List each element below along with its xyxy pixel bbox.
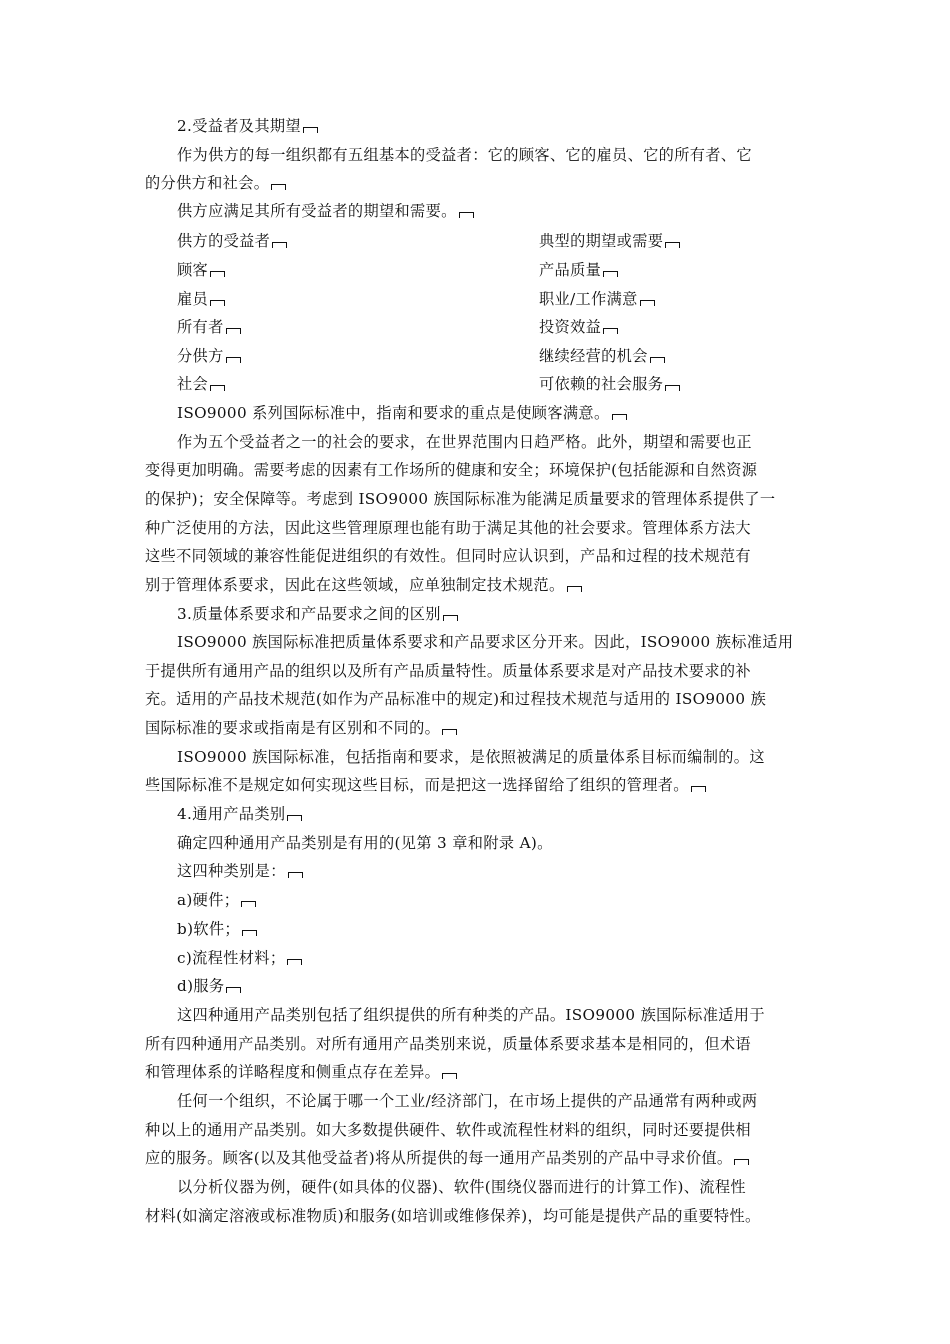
table-header-cell: 供方的受益者 — [177, 232, 271, 250]
table-row — [177, 346, 857, 366]
paragraph-mark-icon — [640, 300, 655, 306]
paragraph-line: 国际标准的要求或指南是有区别和不同的。 — [145, 718, 825, 738]
table-row — [177, 289, 857, 309]
paragraph-mark-icon — [459, 212, 474, 218]
table-cell: 职业/工作满意 — [539, 290, 638, 308]
paragraph-mark-icon — [226, 328, 241, 334]
paragraph-mark-icon — [210, 271, 225, 277]
table-row — [177, 317, 857, 337]
paragraph-line: ISO9000 族国际标准，包括指南和要求，是依照被满足的质量体系目标而编制的。这 — [177, 748, 765, 766]
paragraph-mark-icon — [288, 872, 303, 878]
paragraph-line: 充。适用的产品技术规范(如作为产品标准中的规定)和过程技术规范与适用的 ISO9000 族 — [145, 690, 767, 708]
paragraph-line: 于提供所有通用产品的组织以及所有产品质量特性。质量体系要求是对产品技术要求的补 — [145, 662, 751, 680]
table-cell: 分供方 — [177, 347, 224, 365]
paragraph-mark-icon — [287, 815, 302, 821]
table-cell: 社会 — [177, 375, 209, 393]
paragraph-mark-icon — [303, 127, 318, 133]
table-cell: 继续经营的机会 — [539, 347, 648, 365]
paragraph-line: 这四种类别是： — [177, 861, 857, 881]
paragraph-line: 作为供方的每一组织都有五组基本的受益者：它的顾客、它的雇员、它的所有者、它 — [177, 146, 752, 164]
paragraph-line: 所有四种通用产品类别。对所有通用产品类别来说，质量体系要求基本是相同的，但术语 — [145, 1035, 751, 1053]
paragraph-line: 应的服务。顾客(以及其他受益者)将从所提供的每一通用产品类别的产品中寻求价值。 — [145, 1148, 825, 1168]
paragraph-line: 这四种通用产品类别包括了组织提供的所有种类的产品。ISO9000 族国际标准适用于 — [177, 1006, 765, 1024]
paragraph-mark-icon — [691, 786, 706, 792]
table-cell: 雇员 — [177, 290, 209, 308]
paragraph-line: 以分析仪器为例，硬件(如具体的仪器)、软件(围绕仪器而进行的计算工作)、流程性 — [177, 1178, 746, 1196]
paragraph-line: 供方应满足其所有受益者的期望和需要。 — [177, 201, 857, 221]
section-heading-4: 4.通用产品类别 — [177, 804, 857, 824]
paragraph-line: ISO9000 系列国际标准中，指南和要求的重点是使顾客满意。 — [177, 403, 857, 423]
paragraph-line: 些国际标准不是规定如何实现这些目标，而是把这一选择留给了组织的管理者。 — [145, 775, 825, 795]
paragraph-mark-icon — [210, 385, 225, 391]
paragraph-line: 的分供方和社会。 — [145, 173, 825, 193]
table-header-row — [177, 231, 857, 251]
paragraph-line: 别于管理体系要求，因此在这些领域，应单独制定技术规范。 — [145, 575, 825, 595]
paragraph-mark-icon — [734, 1159, 749, 1165]
paragraph-mark-icon — [650, 357, 665, 363]
paragraph-line: 和管理体系的详略程度和侧重点存在差异。 — [145, 1062, 825, 1082]
paragraph-mark-icon — [665, 242, 680, 248]
list-item: b)软件； — [177, 919, 857, 939]
paragraph-line: 这些不同领域的兼容性能促进组织的有效性。但同时应认识到，产品和过程的技术规范有 — [145, 547, 751, 565]
paragraph-line: 作为五个受益者之一的社会的要求，在世界范围内日趋严格。此外，期望和需要也正 — [177, 433, 752, 451]
list-item: c)流程性材料； — [177, 948, 857, 968]
table-row — [177, 374, 857, 394]
paragraph-line: 变得更加明确。需要考虑的因素有工作场所的健康和安全；环境保护(包括能源和自然资源 — [145, 461, 758, 479]
paragraph-mark-icon — [272, 242, 287, 248]
paragraph-line: 种以上的通用产品类别。如大多数提供硬件、软件或流程性材料的组织，同时还要提供相 — [145, 1121, 751, 1139]
table-cell: 可依赖的社会服务 — [539, 375, 664, 393]
paragraph-line: 种广泛使用的方法，因此这些管理原理也能有助于满足其他的社会要求。管理体系方法大 — [145, 519, 751, 537]
paragraph-line: 任何一个组织，不论属于哪一个工业/经济部门，在市场上提供的产品通常有两种或两 — [177, 1092, 758, 1110]
list-item: a)硬件； — [177, 890, 857, 910]
paragraph-mark-icon — [241, 901, 256, 907]
table-cell: 所有者 — [177, 318, 224, 336]
paragraph-mark-icon — [242, 930, 257, 936]
paragraph-mark-icon — [603, 328, 618, 334]
paragraph-mark-icon — [442, 1073, 457, 1079]
table-cell: 投资效益 — [539, 318, 602, 336]
paragraph-line: 材料(如滴定溶液或标准物质)和服务(如培训或维修保养)，均可能是提供产品的重要特性。 — [145, 1207, 761, 1225]
list-item: d)服务 — [177, 976, 857, 996]
table-cell: 产品质量 — [539, 261, 602, 279]
table-row — [177, 260, 857, 280]
paragraph-mark-icon — [612, 414, 627, 420]
section-heading-3: 3.质量体系要求和产品要求之间的区别 — [177, 604, 857, 624]
section-heading-2: 2.受益者及其期望 — [177, 116, 857, 136]
paragraph-line: 的保护)；安全保障等。考虑到 ISO9000 族国际标准为能满足质量要求的管理体系提供了一 — [145, 490, 776, 508]
paragraph-mark-icon — [603, 271, 618, 277]
paragraph-mark-icon — [226, 357, 241, 363]
paragraph-line: 确定四种通用产品类别是有用的(见第 3 章和附录 A)。 — [177, 834, 553, 852]
paragraph-mark-icon — [567, 586, 582, 592]
paragraph-mark-icon — [665, 385, 680, 391]
paragraph-mark-icon — [226, 987, 241, 993]
table-cell: 顾客 — [177, 261, 209, 279]
paragraph-line: ISO9000 族国际标准把质量体系要求和产品要求区分开来。因此，ISO9000 族标准适用 — [177, 633, 794, 651]
paragraph-mark-icon — [271, 184, 286, 190]
paragraph-mark-icon — [210, 300, 225, 306]
paragraph-mark-icon — [442, 729, 457, 735]
paragraph-mark-icon — [287, 959, 302, 965]
table-header-cell: 典型的期望或需要 — [539, 232, 664, 250]
paragraph-mark-icon — [443, 615, 458, 621]
